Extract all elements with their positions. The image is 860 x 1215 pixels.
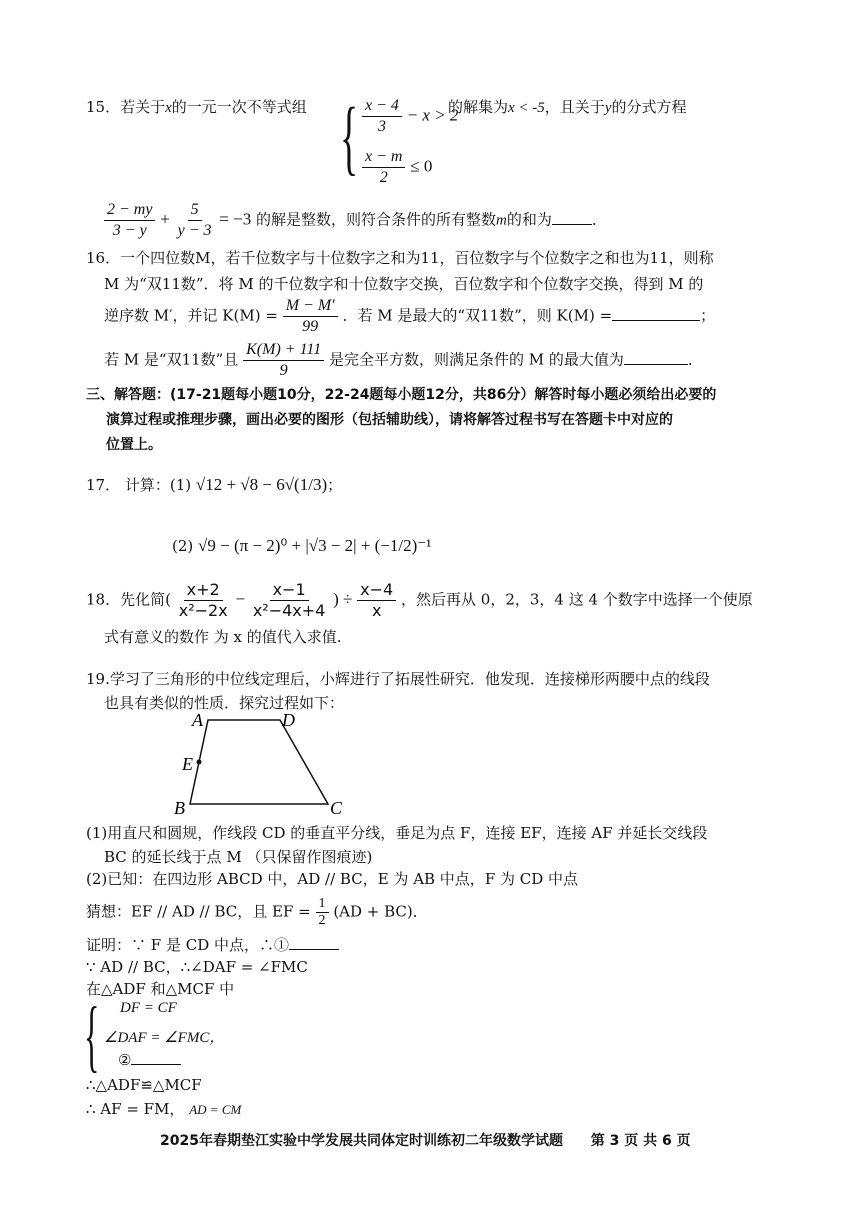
trapezoid-figure [170,708,360,820]
footer-page: 第 3 页 共 6 页 [590,1133,691,1149]
q15-eq-frac2: $\frac{5}{y - 3}$ [177,201,212,239]
q18-line2: 式有意义的数作 为 x 的值代入求值. [104,628,342,646]
q15-ineq1-rest: − x > 2 [406,105,459,125]
proof-blank-1 [289,935,339,950]
q15-eq-frac1: $\frac{2 - my}{3 - y}$ [104,200,155,241]
proof-sys-3: ② [118,1050,181,1069]
q15-var-y: y [604,100,612,116]
proof-5-small: AD = CM [189,1102,242,1117]
proof-blank-2 [131,1050,181,1065]
proof-sys-2: ∠DAF = ∠FMC， [104,1030,225,1046]
q19-proof-1: 证明：∵ F 是 CD 中点，∴① [86,934,339,955]
q19-line2: 也具有类似的性质．探究过程如下： [104,694,345,712]
section3-line2: 演算过程或推理步骤，画出必要的图形（包括辅助线），请将解答过程书写在答题卡中对应的 [106,412,673,428]
q19-p1-b: BC 的延长线于点 M （只保留作图痕迹) [104,848,373,866]
q15-ineq1-frac: $\frac{x - 4}{3}$ [362,96,402,137]
q18-frac2: $\frac{x-1}{\text{x²−4x+4}}$ [252,580,326,620]
q19-proof-4: ∴△ADF≌△MCF [86,1076,202,1094]
label-D: D [282,710,295,730]
q15-line1-right: 的解集为x < -5，且关于y的分式方程 [448,98,687,116]
label-E: E [182,754,193,774]
label-B: B [174,798,185,818]
q15-solution: x < -5 [508,100,545,116]
q16-answer-blank-1 [612,306,700,321]
q16-answer-blank-2 [624,350,688,365]
q15-label: 15．若关于 [86,98,166,116]
q15-system-brace: { [340,91,359,184]
q15-ineq2-frac: $\frac{x - m}{2}$ [362,147,405,188]
q19-proof-3: 在△ADF 和△MCF 中 [86,980,235,998]
q15-ineq2-rest: ≤ 0 [410,156,433,176]
q16-k-frac: $\frac{M - M'}{99}$ [283,296,338,337]
q19-guess: 猜想：EF // AD // BC，且 EF = $\frac{1}{2}$ (AD + BC)． [86,896,428,928]
q15-answer-blank [552,210,592,225]
q15-line1 [86,96,307,117]
q19-p1-a: (1)用直尺和圆规，作线段 CD 的垂直平分线，垂足为点 F，连接 EF，连接 AF 并延长交线段 [86,824,708,842]
proof-system-brace: { [84,992,100,1080]
q17-part1: 17． 计算：(1) √12 + √8 − 6√(1/3)； [86,475,343,494]
label-C: C [330,798,343,818]
q16-line4: 若 M 是“双11数”且 $\frac{K(M) + 111}{9}$ 是完全平方数，则满足条件的 M 的最大值为 ． [104,341,703,379]
q15-eq-rhs: = −3 [219,209,252,229]
q18-frac3: $\frac{x-4}{x}$ [357,580,396,621]
q19-line1: 19.学习了三角形的中位线定理后，小辉进行了拓展性研究．他发现．连接梯形两腰中点的线段 [86,670,710,688]
q19-proof-5: ∴ AF = FM， AD = CM [86,1100,242,1118]
q17-expression-1: √12 + √8 − 6√(1/3) [195,475,328,494]
q15-text-b: 的一元一次不等式组 [171,98,307,116]
label-A: A [192,710,203,730]
proof-sys-1: DF = CF [120,1000,177,1016]
q16-line1: 16．一个四位数M，若千位数字与十位数字之和为11，百位数字与个位数字之和也为11，则称 [86,249,714,267]
q15-inequality-2 [362,147,432,188]
q15-line2: $\frac{2 - my}{3 - y}$ + $\frac{5}{y - 3}$ = −3 的解是整数，则符合条件的所有整数m的和为 ． [104,200,607,241]
q17-expression-2: √9 − (π − 2)⁰ + |√3 − 2| + (−1/2)⁻¹ [198,536,432,555]
footer-title: 2025年春期垫江实验中学发展共同体定时训练初二年级数学试题 [160,1133,563,1149]
q16-line2: M 为“双11数”．将 M 的千位数字和十位数字交换，百位数字和个位数字交换，得到 M 的 [104,275,704,293]
q15-var-x: x [165,100,172,116]
footer [160,1130,691,1150]
q17-part2: (2) √9 − (π − 2)⁰ + |√3 − 2| + (−1/2)⁻¹ [172,536,432,555]
q18-frac1: $\frac{x+2}{\text{x²−2x}}$ [178,580,228,620]
q19-p2: (2)已知：在四边形 ABCD 中，AD // BC，E 为 AB 中点，F 为 CD 中点 [86,870,579,888]
section3-line1: 三、解答题：(17-21题每小题10分，22-24题每小题12分，共86分）解答时每小题必须给出必要的 [86,387,717,403]
q15-var-m: m [496,212,507,229]
q19-proof-2: ∵ AD // BC，∴∠DAF = ∠FMC [86,958,308,976]
q19-half-frac: $\frac{1}{2}$ [316,896,329,929]
section3-line3: 位置上。 [106,437,162,453]
q16-line3: 逆序数 M′，并记 K(M) = $\frac{M - M'}{99}$ ．若 M 是最大的“双11数”，则 K(M) = ； [104,297,716,335]
q18-line1: 18．先化简( $\frac{x+2}{\text{x²−2x}}$ − $\frac{x-1}{\text{x²−4x+4}}$ ) ÷ $\frac{x-4}{x}$ ，然后再从 0，2，3，4 这 4 个数字中选择一个使原 [86,580,753,620]
q15-inequality-1 [362,96,458,137]
q16-k2-frac: $\frac{K(M) + 111}{9}$ [243,340,324,381]
